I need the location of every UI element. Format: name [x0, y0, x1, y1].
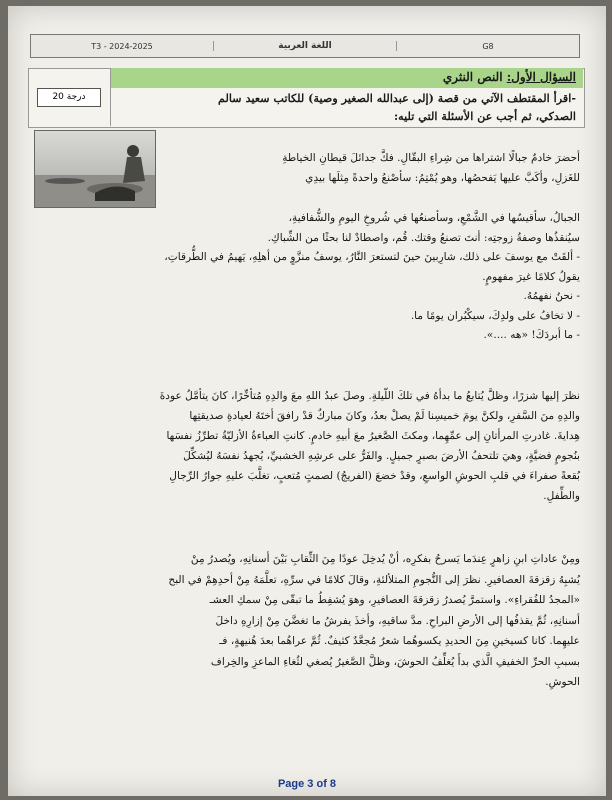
passage-paragraph-1 [140, 149, 580, 188]
passage-line: هِدايةَ. غادرتِ المرأتانِ إلى عمِّهِما، ومكثَ الصَّغيرُ معَ أبيهِ خادمٍ. كانتِ العباءةُ الأزليّةُ تطرِّزُ نفسَها [166, 430, 580, 442]
question-title [443, 70, 576, 84]
question-number: السؤال الأول: [506, 70, 576, 84]
question-type: النص النثري [442, 70, 503, 84]
passage-line: أحضرَ خادمٌ جبالًا اشتراها من شِراءِ البقّالِ. فكَّ جدائلَ قيطانِ الخياطةِ [282, 152, 580, 164]
passage-paragraph-3 [24, 549, 580, 693]
score-label: 20 درجة [37, 88, 101, 107]
page-number: Page 3 of 8 [277, 778, 337, 790]
passage-line: عليهِما. كانا كسيخينِ مِنَ الحديدِ يكسوهُما شعرٌ مُجعَّدٌ كثيفٌ. ثُمَّ عراهُما بعدَ هُنيهةٍ، فـ [219, 635, 580, 647]
score-cell [28, 68, 111, 126]
passage-line: ومِنْ عاداتِ ابنِ زاهرٍ عِندَما يَسرحُ بفكرِه، أنْ يُدخِلَ عودًا مِنَ الثِّقابِ بَيْنَ أسنانِهِ، ويُصدرُ مِنْ [190, 553, 580, 565]
passage-line: - ألقَتْ مع يوسفَ على ذلك، شارِبينَ حينَ لتستعرَ النَّارُ، يوسفُ منزَّوٍ من أهلِهِ، يَهيمُ في الطُّرقاتِ، [164, 251, 580, 263]
passage-line: «المجدُ للفُقراءِ». واستمرَّ يُصدرُ زقزقةَ العصافيرِ، وهوَ يُشفِطُ ما تبقّى مِنْ سمكِ العشـ [209, 594, 580, 606]
passage-line: الحوشِ. [545, 676, 580, 688]
instruction-line: الصدكي، ثم أجب عن الأسئلة التي تليه: [394, 109, 576, 123]
passage-dialogue [24, 209, 580, 346]
passage-line: سيُنقذُها وصفةُ زوجتِه: أنتَ تصنعُ وقتك. قُم، واصطادْ لنا بحثًا من الشِّباكِ. [267, 231, 580, 244]
story-photo [34, 130, 156, 208]
question-instruction [116, 89, 576, 125]
passage-line: أسنانِهِ، ثُمَّ يقذفُها إلى الأرضِ البراحِ. مدَّ ساقيهِ، وأخذَ يفرشُ ما تغضَّنَ مِنْ إزارِهِ داخلَ [215, 614, 580, 627]
header-subject: اللغة العربية [213, 41, 397, 51]
passage-line: يُشبِهُ زقزقةَ العصافيرِ. نظرَ إلى النُّجومِ المتلألئةِ، وقالَ كلامًا في سرِّهِ، تعلَّمَهُ مِنْ أحدِهِمْ في البح [168, 573, 580, 586]
passage-line: الجبالُ، سأقيسُها في الشَّمْعِ، وسأصنعُها في شُروخِ اليومِ والشُّفافيةِ، [288, 212, 580, 224]
passage-line: والطِّفلِ. [543, 490, 580, 502]
instruction-line: -اقرأ المقتطف الآتي من قصة (إلى عبدالله الصغير وصية) للكاتب سعيد سالم [218, 91, 576, 105]
passage-line: يقولُ كلامًا غيرَ مفهومٍ. [482, 270, 580, 283]
passage-paragraph-2 [24, 386, 580, 506]
page-header [30, 34, 580, 58]
passage-line: بُقعةً صفراءَ في قلبِ الحوشِ الواسعِ، وقدْ خضعَ (الفريجُ) لصمتٍ مُتعبٍ، تغلَّبَ عليهِ جوارُ الرِّجالِ [169, 470, 580, 482]
passage-line: - لا تخافُ على ولدِكَ، سيكْبُران يومًا ما. [410, 309, 580, 322]
passage-line: للغَزلِ، وأكَبَّ عليها يَفحصُها، وهو يُمْتِمُ: سأصْنعُ واحدةً مِثلَها بيدِي [305, 171, 580, 184]
passage-line: - ما أبردَكَ! «هه ....». [483, 329, 580, 341]
header-term: T3 - 2024-2025 [91, 41, 153, 51]
passage-line: بسببِ الحرِّ الخفيفِ الَّذي بدأَ يُغلِّفُ الحوشَ، وظلَّ الصَّغيرُ يُصغي لثُغاءِ الماعزِ والخِراف [210, 655, 580, 668]
passage-line: نظرَ إليها شزرًا، وظلَّ يُتابعُ ما بدأهُ في تلكَ اللّيلةِ. وصلَ عبدُ اللهِ معَ والدِهِ مُتأخِّرًا، كانَ يتأمَّلُ عودةَ [159, 390, 580, 402]
passage-line: والدِهِ منَ السَّفرِ، ولكنَّ يومَ خميسِنا لَمْ يصلْ بعدُ، وكانَ مباركٌ قدْ رافقَ أختَهُ لعيادةِ صديقتِها [189, 410, 580, 422]
header-grade: G8 [482, 41, 494, 51]
passage-line: - نحنُ نفهمُهُ. [523, 290, 580, 302]
passage-line: بنُجومٍ فضيَّةٍ، وهيَ تلتحفُ الأرضَ بصبرٍ جميلٍ. والفَرُّ على عرشِهِ الخشبيِّ، يُجهدُ نفسَهُ ليُشكِّلَ [183, 450, 580, 462]
exam-page [8, 6, 606, 796]
